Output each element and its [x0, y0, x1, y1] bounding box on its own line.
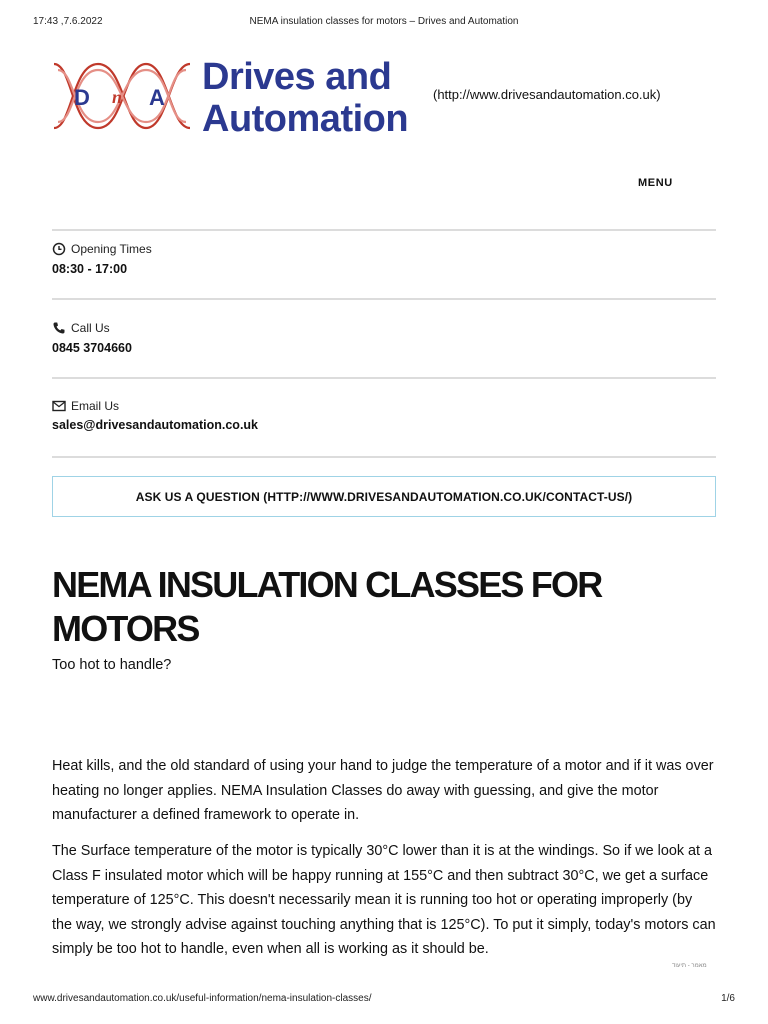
opening-times-block — [52, 241, 652, 276]
opening-times-value: 08:30 - 17:00 — [52, 262, 128, 276]
envelope-icon — [52, 399, 66, 413]
clock-icon — [52, 242, 66, 256]
page-title — [52, 563, 692, 651]
divider — [52, 377, 716, 379]
phone-number-link[interactable]: 0845 3704660 — [52, 341, 132, 355]
logo-line-1: Drives and — [202, 56, 392, 98]
call-us-block — [52, 320, 652, 355]
print-document-title: NEMA insulation classes for motors – Drives and Automation — [249, 16, 519, 27]
call-us-label: Call Us — [71, 321, 110, 335]
divider — [52, 456, 716, 458]
divider — [52, 229, 716, 231]
logo-letter-a: A — [149, 85, 165, 110]
article-subtitle: Too hot to handle? — [52, 657, 172, 673]
ask-question-button[interactable]: ASK US A QUESTION (HTTP://WWW.DRIVESANDAUTOMATION.CO.UK/CONTACT-US/) — [52, 476, 716, 517]
page-title-line-2: MOTORS — [52, 608, 199, 649]
print-footer — [33, 993, 735, 1007]
email-us-label: Email Us — [71, 399, 120, 413]
print-header — [33, 16, 735, 30]
print-timestamp: 17:43 ,7.6.2022 — [33, 16, 103, 27]
page-number: 1/6 — [721, 993, 735, 1004]
page-title-line-1: NEMA INSULATION CLASSES FOR — [52, 564, 602, 605]
email-address-link[interactable]: sales@drivesandautomation.co.uk — [52, 418, 258, 432]
divider — [52, 298, 716, 300]
site-logo[interactable] — [52, 56, 432, 140]
logo-letter-n: n — [112, 87, 123, 107]
logo-line-2: Automation — [202, 98, 409, 140]
print-footer-url: www.drivesandautomation.co.uk/useful-information/nema-insulation-classes/ — [33, 993, 372, 1004]
site-url-link[interactable]: (http://www.drivesandautomation.co.uk) — [433, 87, 661, 102]
article-paragraph: Heat kills, and the old standard of using your hand to judge the temperature of a motor and if it was over heating no longer applies. NEMA Insulation Classes do away with guessing, and give the motor manufacturer a defined framework to operate in. — [52, 758, 714, 823]
phone-icon — [52, 321, 66, 335]
menu-button[interactable]: MENU — [638, 177, 673, 189]
logo-letter-d: D — [74, 85, 90, 110]
watermark-text: מאמר - תיעוד — [672, 963, 707, 969]
dna-helix-logo-icon — [52, 56, 192, 136]
opening-times-label: Opening Times — [71, 242, 152, 256]
logo-wordmark — [202, 56, 408, 140]
email-us-block — [52, 398, 652, 432]
article-paragraph: The Surface temperature of the motor is typically 30°C lower than it is at the windings. So if we look at a Class F insulated motor which will be happy running at 155°C and then subtract 30°C, we get a surface temperature of 125°C. This doesn't necessarily mean it is running too hot or operating improperly (by the way, we strongly advise against touching anything that is 125°C). To put it simply, today's motors can simply be too hot to handle, even when all is working as it should be. — [52, 843, 716, 957]
